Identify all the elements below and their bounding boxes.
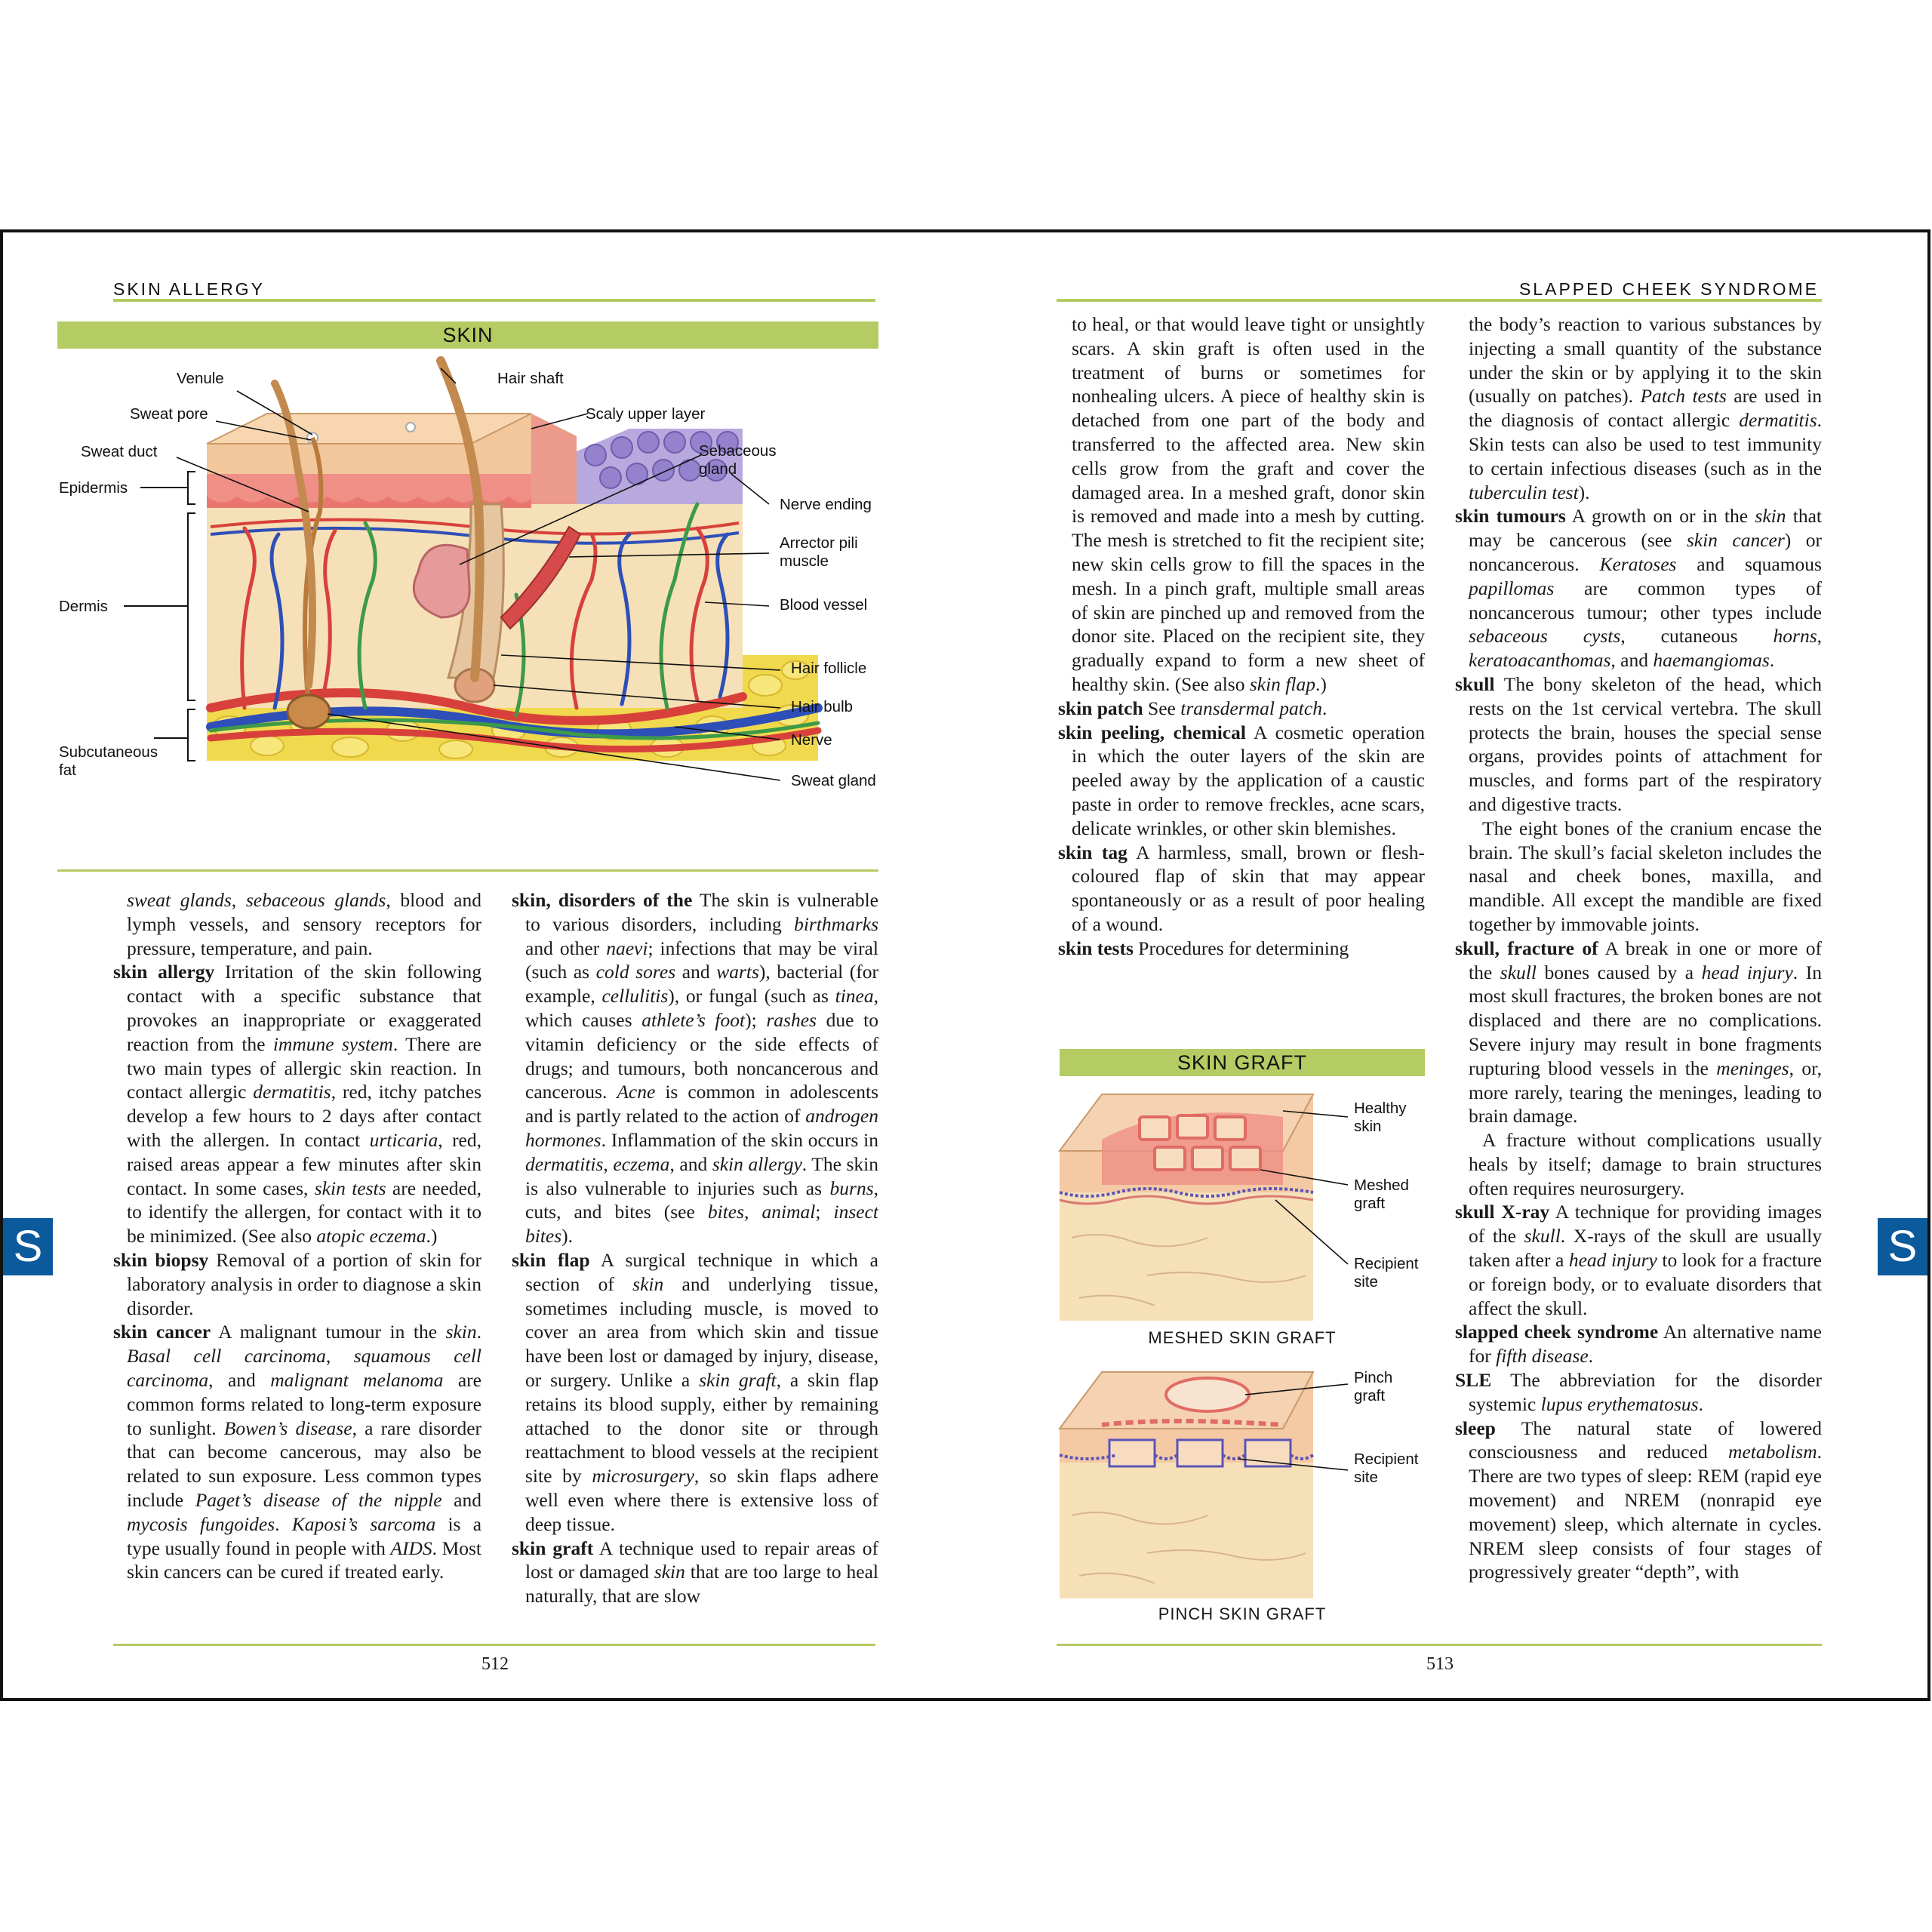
entry-skin-tumours: skin tumours A growth on or in the skin that may be cancerous (see skin cancer) or noncancerous. Keratoses and squamous papillomas are common types of noncancerous tumour; other types include sebaceous cysts, cutaneous horns, keratoacanthomas, and haemangiomas.: [1455, 505, 1823, 672]
entry-skin-tests-continued: the body’s reaction to various substances by injecting a small quantity of the substance under the skin or by applying it to the skin (usually on patches). Patch tests are used in the diagnosis of contact allergic dermatitis. Skin tests can also be used to test immunity to certain infectious diseases (such as in the tuberculin test).: [1469, 313, 1822, 503]
label-epidermis: Epidermis: [59, 479, 128, 497]
label-sebaceous-2: gland: [699, 460, 737, 478]
label-meshed-graft-1: Meshed: [1354, 1177, 1409, 1194]
meshed-skin-graft-diagram: [1057, 1087, 1434, 1336]
figure-title-skin: SKIN: [57, 321, 878, 349]
text-column-left-1: [113, 888, 481, 1584]
entry-skull: skull The bony skeleton of the head, which rests on the 1st cervical vertebra. The skull protects the brain, houses the special sense organs, provides points of attachment for muscles, and forms part of the respiratory and digestive tracts.: [1455, 672, 1822, 815]
entry-skin-graft-continued: to heal, or that would leave tight or unsightly scars. A skin graft is often used in the treatment of burns or sometimes for nonhealing ulcers. A piece of healthy skin is detached from one part of the body and transferred to the affected area. New skin cells grow from the graft and cover the damaged area. In a meshed graft, donor skin is removed and made into a mesh by cutting. The mesh is stretched to fit the recipient site; new skin cells grow to fill the spaces in the mesh. In a pinch graft, multiple small areas of skin are pinched up and removed from the donor site. Placed on the recipient site, they gradually expand to form a new sheet of healthy skin. (See also skin flap.): [1072, 313, 1425, 695]
label-sweat-pore: Sweat pore: [130, 405, 208, 423]
label-sweat-duct: Sweat duct: [81, 443, 158, 460]
entry-skin-tests: skin tests Procedures for determining: [1058, 937, 1349, 959]
label-blood-vessel: Blood vessel: [780, 596, 868, 614]
entry-skull-paragraph-2: The eight bones of the cranium encase the brain. The skull’s facial skeleton includes the nasal and cheek bones, maxilla, and mandible. All except the mandible are fixed together by immovable joints.: [1469, 817, 1822, 935]
page-number-left: 512: [481, 1654, 509, 1674]
label-subcutaneous-1: Subcutaneous: [59, 743, 158, 761]
header-rule-left: [113, 299, 875, 302]
entry-sleep: sleep The natural state of lowered consciousness and reduced metabolism. There are two types of sleep: REM (rapid eye movement) and NREM (nonrapid eye movement) sleep, which alternate in cycles. NREM sleep consists of four stages of progressively greater “depth”, with: [1455, 1417, 1822, 1583]
entry-skin-patch: skin patch See transdermal patch.: [1058, 697, 1327, 719]
text-column-right-1: [1058, 312, 1425, 961]
label-sebaceous-1: Sebaceous: [699, 442, 777, 460]
label-meshed-graft-2: graft: [1354, 1195, 1386, 1212]
entry-skin-biopsy: skin biopsy Removal of a portion of skin for laboratory analysis in order to diagnose a skin disorder.: [113, 1248, 481, 1319]
label-pinch-recipient-2: site: [1354, 1469, 1378, 1486]
label-recipient-site-2: site: [1354, 1273, 1378, 1291]
label-pinch-graft-1: Pinch: [1354, 1369, 1393, 1386]
entry-sle: SLE The abbreviation for the disorder systemic lupus erythematosus.: [1455, 1369, 1822, 1415]
label-pinch-recipient-1: Recipient: [1354, 1451, 1419, 1468]
footer-rule-right: [1057, 1644, 1822, 1646]
figure-title-skin-graft: SKIN GRAFT: [1060, 1049, 1425, 1076]
thumb-tab-right: S: [1878, 1218, 1927, 1275]
entry-slapped-cheek: slapped cheek syndrome An alternative name for fifth disease.: [1455, 1321, 1822, 1367]
book-spread: [0, 229, 1930, 1701]
entry-skin-tag: skin tag A harmless, small, brown or flesh-coloured flap of skin that may appear spontaneously or as a result of poor healing of a wound.: [1058, 841, 1425, 935]
caption-meshed-skin-graft: MESHED SKIN GRAFT: [1148, 1328, 1337, 1347]
label-venule: Venule: [177, 370, 224, 387]
label-hair-shaft: Hair shaft: [497, 370, 564, 387]
footer-rule-left: [113, 1644, 875, 1646]
label-subcutaneous-2: fat: [59, 761, 76, 779]
label-pinch-graft-2: graft: [1354, 1387, 1386, 1404]
entry-skull-fracture-paragraph-2: A fracture without complications usually heals by itself; damage to brain structures often requires neurosurgery.: [1469, 1129, 1822, 1199]
entry-skin-cancer: skin cancer A malignant tumour in the skin. Basal cell carcinoma, squamous cell carcinoma, and malignant melanoma are common forms related to long-term exposure to sunlight. Bowen’s disease, a rare disorder that can become cancerous, may also be related to sun exposure. Less common types include Paget’s disease of the nipple and mycosis fungoides. Kaposi’s sarcoma is a type usually found in people with AIDS. Most skin cancers can be cured if treated early.: [113, 1321, 482, 1583]
running-head-left: SKIN ALLERGY: [113, 279, 265, 299]
figure-bottom-rule-left: [57, 869, 878, 872]
running-head-right: SLAPPED CHEEK SYNDROME: [1518, 279, 1819, 299]
label-scaly-upper-layer: Scaly upper layer: [586, 405, 706, 423]
entry-skin-graft: skin graft A technique used to repair areas of lost or damaged skin that are too large to heal naturally, that are slow: [512, 1537, 879, 1607]
entry-continuation: sweat glands, sebaceous glands, blood and lymph vessels, and sensory receptors for pressure, temperature, and pain.: [127, 889, 481, 959]
skin-cross-section-diagram: [48, 353, 886, 789]
caption-pinch-skin-graft: PINCH SKIN GRAFT: [1158, 1604, 1327, 1623]
entry-skull-fracture: skull, fracture of A break in one or more of the skull bones caused by a head injury. In most skull fractures, the broken bones are not displaced and there are no complications. Severe injury may result in bone fragments rupturing blood vessels in the meninges, or, more rarely, tearing the meninges, leading to brain damage.: [1455, 937, 1822, 1128]
label-hair-bulb: Hair bulb: [791, 698, 854, 715]
header-rule-right: [1057, 299, 1822, 302]
pinch-skin-graft-diagram: [1057, 1364, 1434, 1614]
label-healthy-skin-1: Healthy: [1354, 1100, 1407, 1117]
thumb-tab-left: S: [3, 1218, 53, 1275]
entry-skin-allergy: skin allergy Irritation of the skin following contact with a specific substance that provokes an inappropriate or exaggerated reaction from the immune system. There are two main types of allergic skin reaction. In contact allergic dermatitis, red, itchy patches develop a few hours to 2 days after contact with the allergen. In contact urticaria, red, raised areas appear a few minutes after skin contact. In some cases, skin tests are needed, to identify the allergen, for contact with it to be minimized. (See also atopic eczema.): [113, 961, 482, 1247]
label-arrector-1: Arrector pili: [780, 534, 858, 552]
label-recipient-site-1: Recipient: [1354, 1255, 1419, 1272]
text-column-left-2: [512, 888, 878, 1608]
label-arrector-2: muscle: [780, 552, 829, 570]
entry-skull-x-ray: skull X-ray A technique for providing images of the skull. X-rays of the skull are usually taken after a head injury to look for a fracture or foreign body, or to evaluate disorders that affect the skull.: [1455, 1201, 1822, 1319]
entry-skin-peeling: skin peeling, chemical A cosmetic operation in which the outer layers of the skin are peeled away by the application of a caustic paste in order to remove freckles, acne scars, delicate wrinkles, or other skin blemishes.: [1058, 721, 1425, 839]
page-number-right: 513: [1426, 1654, 1454, 1674]
label-hair-follicle: Hair follicle: [791, 660, 867, 677]
label-healthy-skin-2: skin: [1354, 1118, 1382, 1135]
label-dermis: Dermis: [59, 598, 108, 615]
text-column-right-2: [1455, 312, 1822, 1584]
entry-skin-disorders: skin, disorders of the The skin is vulnerable to various disorders, including birthmarks and other naevi; infections that may be viral (such as cold sores and warts), bacterial (for example, cellulitis), or fungal (such as tinea, which causes athlete’s foot); rashes due to vitamin deficiency or the side effects of drugs; and tumours, both noncancerous and cancerous. Acne is common in adolescents and is partly related to the action of androgen hormones. Inflammation of the skin occurs in dermatitis, eczema, and skin allergy. The skin is also vulnerable to injuries such as burns, cuts, and bites (see bites, animal; insect bites).: [512, 889, 879, 1247]
label-sweat-gland: Sweat gland: [791, 772, 876, 789]
entry-skin-flap: skin flap A surgical technique in which a section of skin and underlying tissue, sometimes including muscle, is moved to cover an area from which skin and tissue have been lost or damaged by injury, disease, or surgery. Unlike a skin graft, a skin flap retains its blood supply, either by remaining attached to the donor site or through reattachment to blood vessels at the recipient site by microsurgery, so skin flaps adhere well even where there is extensive loss of deep tissue.: [512, 1248, 878, 1535]
epidermis-layer: [207, 414, 577, 508]
label-nerve-ending: Nerve ending: [780, 496, 872, 513]
label-nerve: Nerve: [791, 731, 832, 749]
